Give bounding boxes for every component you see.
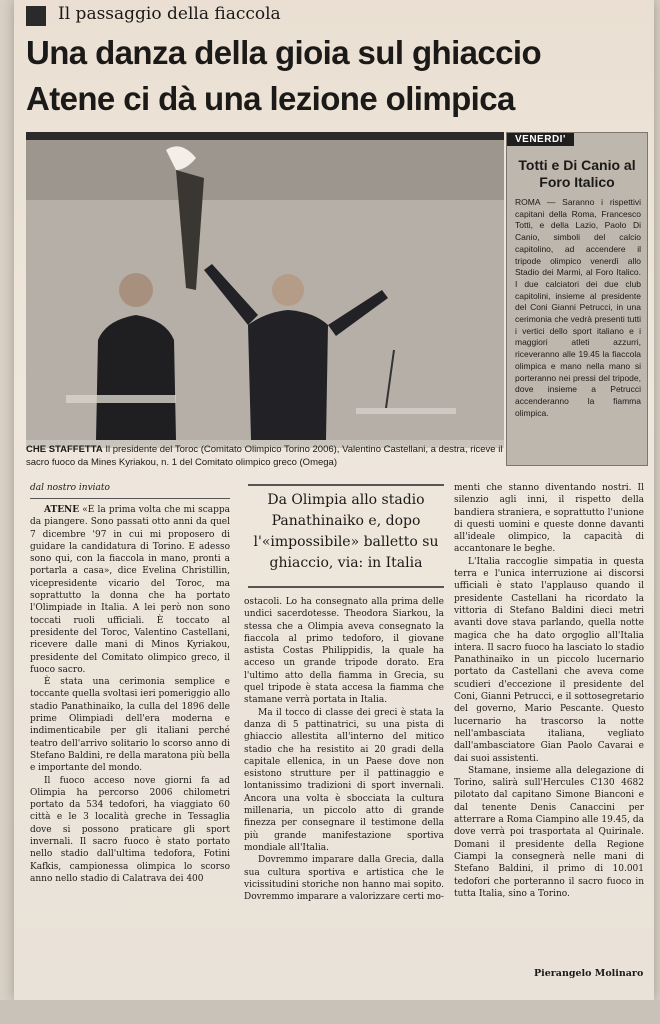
caption-text: Il presidente del Toroc (Comitato Olimpico Torino 2006), Valentino Castellani, a destra, riceve il sacro fuoco da Mines Kyriakou, n. 1 del Comitato olimpico greco (Omega) — [26, 444, 503, 468]
col2-paragraph-1: ostacoli. Lo ha consegnato alla prima delle undici sacerdotesse. Theodora Siarkou, la stessa che a Olimpia aveva consegnato la fiaccola al primo tedoforo, il giovane astista Costas Philippidis, la quale ha acceso un grande tripode dorato. Era l'ultimo atto della fiamma in Grecia, su quel tripode è stata accesa la fiamma che stamane verrà portata in Italia. — [244, 597, 444, 706]
deck-rule-bottom — [248, 586, 444, 588]
col3-paragraph-3: Stamane, insieme alla delegazione di Torino, salirà sull'Hercules C130 4682 pilotato dal capitano Simone Bianconi e dal tenente Denis Canaccini per atterrare a Roma Ciampino alle 19.45, da dove verrà poi trasportata al Quirinale. Domani il presidente della Regione Ciampi la consegnerà nelle mani di Stefano Baldini, il primo di 10.001 tedofori che porteranno il sacro fuoco in tutta Italia, sino a Torino. — [454, 765, 644, 899]
dateline: ATENE — [44, 505, 80, 515]
col2-paragraph-2: Ma il tocco di classe dei greci è stata la danza di 5 pattinatrici, su una pista di ghiaccio allestita all'interno del mitico stadio che ha resistito ai 20 gradi della capitale ellenica, in un Paese dove non esistono strutture per il pattinaggio e lontanissimo tradizioni di sport invernali. Ancora una volta è sbocciata la cultura millenaria, un piccolo atto di grande finezza per consegnare il testimone della più grande manifestazione sportiva mondiale all'Italia. — [244, 707, 444, 853]
page-edge-shadow — [0, 1000, 660, 1024]
subheadline-deck: Da Olimpia allo stadio Panathinaiko e, dopo l'«impossibile» balletto su ghiaccio, via: in Italia — [253, 492, 439, 571]
sidebar-body: ROMA — Saranno i rispettivi capitani della Roma, Francesco Totti, e della Lazio, Paolo Di Canio, simboli del calcio capitolino, ad accendere il tripode olimpico venerdì allo Stadio dei Marmi, al Foro Italico. I due calciatori dei due club capitolini, insieme al presidente del Coni Gianni Petrucci, in una cerimonia che vedrà presenti tutti i vertici dello sport italiano e i maggiori atleti azzurri, riceveranno alle 19.45 la fiaccola olimpica e mano nella mano si porteranno nei pressi del tripode, dove insieme a Petrucci accenderanno la fiamma olimpica. — [515, 197, 641, 418]
article-column-2 — [244, 596, 444, 982]
newspaper-page — [14, 0, 654, 1000]
headline-line-2: Atene ci dà una lezione olimpica — [26, 80, 515, 117]
sidebar-tag: VENERDI' — [507, 133, 574, 146]
section-marker-icon — [26, 6, 46, 26]
article-column-3 — [454, 482, 644, 962]
headline-line-1: Una danza della gioia sul ghiaccio — [26, 34, 542, 71]
col2-paragraph-3: Dovremmo imparare dalla Grecia, dalla sua cultura sportiva e artistica che le vicissitudini storiche non hanno mai sopito. Dovremmo imparare a valorizzare certi mo- — [244, 855, 444, 903]
sidebar-box — [506, 132, 648, 466]
caption-lead: CHE STAFFETTA — [26, 444, 103, 455]
article-column-1 — [30, 504, 230, 982]
divider — [30, 498, 230, 499]
col3-paragraph-1: menti che stanno diventando nostri. Il silenzio agli inni, il rispetto della bandiera straniera, e soprattutto l'unione di questi uomini e queste donne davanti all'ideale olimpico, la capacità di accantonare le beghe. — [454, 483, 644, 555]
col1-paragraph-3: Il fuoco acceso nove giorni fa ad Olimpia ha percorso 2006 chilometri portato da 534 tedofori, ha viaggiato 60 città e le 3 località greche in Tessaglia dove si possono praticare gli sport invernali. Il sacro fuoco è stato portato nello stadio dall'ultima tedofora, Fotini Kafkis, campionessa olimpica lo scorso anno nello stadio di Calatrava dei 400 — [30, 775, 230, 884]
col3-paragraph-2: L'Italia raccoglie simpatia in questa terra e l'unica interruzione ai discorsi ufficiali è stato l'applauso quando il presidente Castellani ha ricordato la vittoria di Stefano Baldini dieci metri avanti dove stava parlando, quella notte magica che ha dato orgoglio all'Italia intera. Il sacro fuoco ha lasciato lo stadio Panathinaiko in un piccolo lucernario portato da Castellani che aveva come scudieri d'eccezione il presidente del Coni, Gianni Petrucci, e il sottosegretario del governo, Mario Pescante. Questo lucernario ha trascorso la notte nell'ambasciata italiana, vegliato dall'ambasciatore Gian Paolo Cavarai e dai suoi assistenti. — [454, 556, 644, 764]
ceremony-photo — [26, 132, 504, 448]
ceremony-illustration — [26, 140, 504, 440]
author-signature: Pierangelo Molinaro — [534, 968, 644, 979]
byline: dal nostro inviato — [30, 483, 110, 493]
deck-rule-top — [248, 484, 444, 486]
col1-paragraph-2: È stata una cerimonia semplice e toccante quella svoltasi ieri pomeriggio allo stadio Panathinaiko, la culla del 1896 delle prime Olimpiadi dell'era moderna e indimenticabile per gli italiani perché teatro dell'arrivo solitario lo scorso anno di Stefano Baldini, re della maratona più bella e importante del mondo. — [30, 677, 230, 774]
sidebar-title: Totti e Di Canio al Foro Italico — [518, 157, 636, 190]
photo-caption — [26, 443, 506, 469]
col1-paragraph-1: «È la prima volta che mi scappa da piangere. Sono passati otto anni da quel 7 dicembre '97 in cui mi proposero di guidare la candidatura di Torino. E adesso sono qui, con la fiaccola in mano, pronti a portarla a casa», dice Evelina Christillin, vicepresidente vicario del Toroc, ma soprattutto la donna che ha portato l'Olimpiade in Italia. A lei però non sono toccati ruoli ufficiali. È toccato al presidente del Toroc, Valentino Castellani, ricevere dalle mani di Minos Kyriakou, presidente del Comitato olimpico greco, il fuoco sacro. — [30, 505, 230, 675]
section-kicker: Il passaggio della fiaccola — [58, 4, 281, 24]
